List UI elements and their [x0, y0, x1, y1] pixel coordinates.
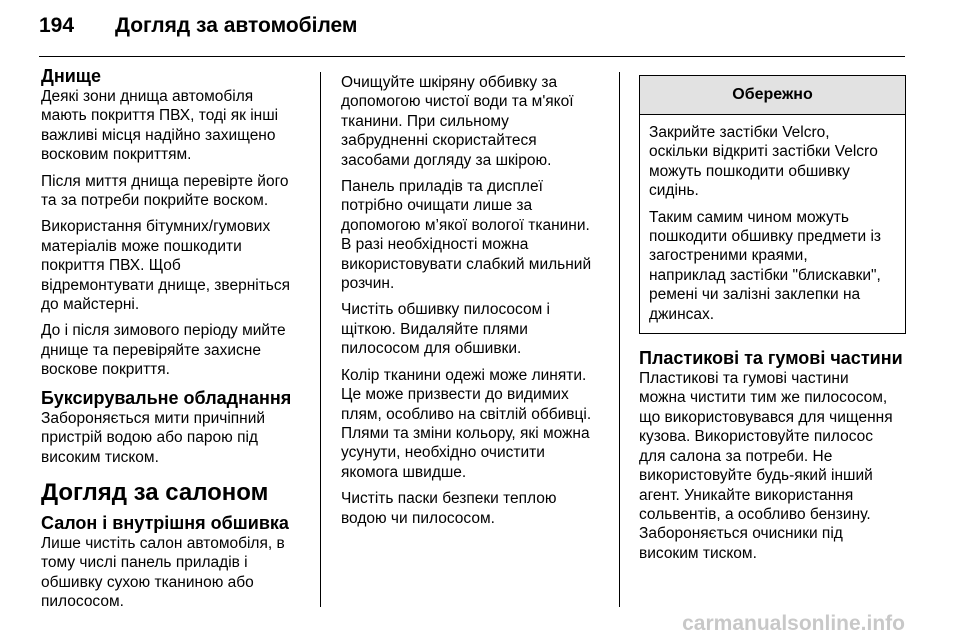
text-line: до майстерні.: [41, 296, 140, 314]
page-number: 194: [39, 14, 75, 37]
column-divider-2: [619, 72, 620, 607]
paragraph: [341, 300, 605, 358]
text-line: допомогою м’якої вологої тканини.: [341, 216, 590, 234]
text-line: можна чистити тим же пилососом,: [639, 389, 888, 407]
text-line: Використання бітумних/гумових: [41, 218, 271, 236]
text-line: водою чи пилососом.: [341, 509, 495, 527]
text-line: мають покриття ПВХ, тоді як інші: [41, 107, 279, 125]
text-line: пристрій водою або парою під: [41, 429, 258, 447]
text-line: восковим покриттям.: [41, 146, 192, 164]
paragraph: [341, 489, 605, 528]
text-line: сольвентів, а особливо бензину.: [639, 505, 871, 523]
caution-body: [640, 115, 905, 333]
text-line: Деякі зони днища автомобіля: [41, 88, 254, 105]
text-line: оскільки відкриті застібки Velcro: [649, 143, 878, 161]
text-line: розчин.: [341, 275, 395, 293]
text-line: В разі необхідності можна: [341, 236, 529, 254]
text-line: засобами догляду за шкірою.: [341, 151, 552, 169]
text-line: кузова. Використовуйте пилосос: [639, 428, 874, 446]
text-line: використовувати слабкий мильний: [341, 255, 592, 273]
text-line: Очищуйте шкіряну оббивку за: [341, 74, 558, 91]
text-line: матеріалів може пошкодити: [41, 237, 242, 255]
text-line: Після миття днища перевірте його: [41, 172, 289, 190]
text-line: тканини. При сильному: [341, 112, 509, 130]
text-line: забрудненні скористайтеся: [341, 132, 537, 150]
text-line: можуть пошкодити обшивку: [649, 162, 850, 180]
text-line: Забороняється мити причіпний: [41, 409, 266, 427]
text-line: якомога швидше.: [341, 463, 467, 481]
text-line: покриття ПВХ. Щоб: [41, 257, 181, 275]
text-line: агент. Уникайте використання: [639, 486, 854, 504]
column-2: [341, 73, 605, 535]
text-line: Закрийте застібки Velcro,: [649, 124, 830, 141]
text-line: Плями та зміни кольору, які можна: [341, 424, 590, 442]
text-line: потрібно очищати лише за: [341, 197, 533, 215]
text-line: Таким самим чином можуть: [649, 208, 849, 226]
caution-box: [639, 75, 906, 334]
text-line: важливі місця надійно захищено: [41, 126, 276, 144]
column-1: [41, 66, 303, 619]
text-line: для салона за потреби. Не: [639, 447, 833, 465]
text-line: Пластикові та гумові частини: [639, 370, 849, 388]
text-line: загостреними краями,: [649, 247, 808, 265]
page-header: [39, 14, 357, 38]
text-line: пошкодити обшивку предмети із: [649, 228, 882, 246]
text-line: ремені чи залізні заклепки на: [649, 286, 861, 304]
paragraph: [649, 123, 899, 201]
text-line: джинсах.: [649, 305, 715, 323]
text-line: усунути, необхідно очистити: [341, 444, 545, 462]
text-line: пилососом.: [41, 593, 124, 611]
text-line: Лише чистіть салон автомобіля, в: [41, 534, 285, 552]
text-line: Чистіть обшивку пилососом і: [341, 301, 550, 319]
paragraph: [649, 208, 899, 324]
text-line: тому числі панель приладів і: [41, 554, 248, 572]
text-line: Це може призвести до видимих: [341, 386, 569, 404]
text-line: днище та перевіряйте захисне: [41, 341, 261, 359]
header-rule: [39, 56, 905, 57]
text-line: що використовувався для чищення: [639, 408, 893, 426]
paragraph: [41, 534, 303, 612]
text-line: Чистіть паски безпеки теплою: [341, 490, 557, 508]
heading-underbody: Днище: [41, 66, 101, 86]
paragraph: [41, 409, 303, 467]
paragraph: [41, 321, 303, 379]
text-line: щіткою. Видаляйте плями: [341, 320, 528, 338]
heading-interior-trim: Салон і внутрішня обшивка: [41, 512, 289, 533]
text-line: плям, особливо на світлій оббивці.: [341, 405, 592, 423]
heading-plastic-rubber: Пластикові та гумові частини: [639, 348, 903, 369]
text-line: відремонтувати днище, зверніться: [41, 276, 291, 294]
text-line: високим тиском.: [639, 544, 757, 562]
text-line: наприклад застібки "блискавки",: [649, 266, 881, 284]
watermark: carmanualsonline.info: [682, 612, 905, 635]
paragraph: [341, 73, 605, 170]
text-line: використовуйте будь-який інший: [639, 467, 873, 485]
paragraph: [41, 217, 303, 314]
text-line: пилососом для обшивки.: [341, 340, 522, 358]
paragraph: [41, 87, 303, 165]
text-line: допомогою чистої води та м'якої: [341, 93, 574, 111]
text-line: сидінь.: [649, 182, 699, 200]
page-title: Догляд за автомобілем: [115, 14, 358, 37]
caution-title: Обережно: [640, 76, 905, 115]
paragraph: [41, 172, 303, 211]
text-line: До і після зимового періоду мийте: [41, 322, 286, 340]
text-line: Панель приладів та дисплеї: [341, 178, 543, 196]
text-line: Колір тканини одежі може линяти.: [341, 366, 587, 384]
text-line: обшивку сухою тканиною або: [41, 573, 254, 591]
text-line: Забороняється очисники під: [639, 525, 843, 543]
paragraph: [341, 366, 605, 482]
heading-interior-care: Догляд за салоном: [41, 478, 269, 506]
text-line: воскове покриття.: [41, 361, 170, 379]
text-line: високим тиском.: [41, 448, 159, 466]
paragraph: [341, 177, 605, 293]
text-line: та за потреби покрийте воском.: [41, 192, 269, 210]
paragraph: [639, 369, 906, 563]
column-3: [639, 75, 906, 570]
column-divider-1: [320, 72, 321, 607]
heading-towing: Буксирувальне обладнання: [41, 387, 292, 408]
